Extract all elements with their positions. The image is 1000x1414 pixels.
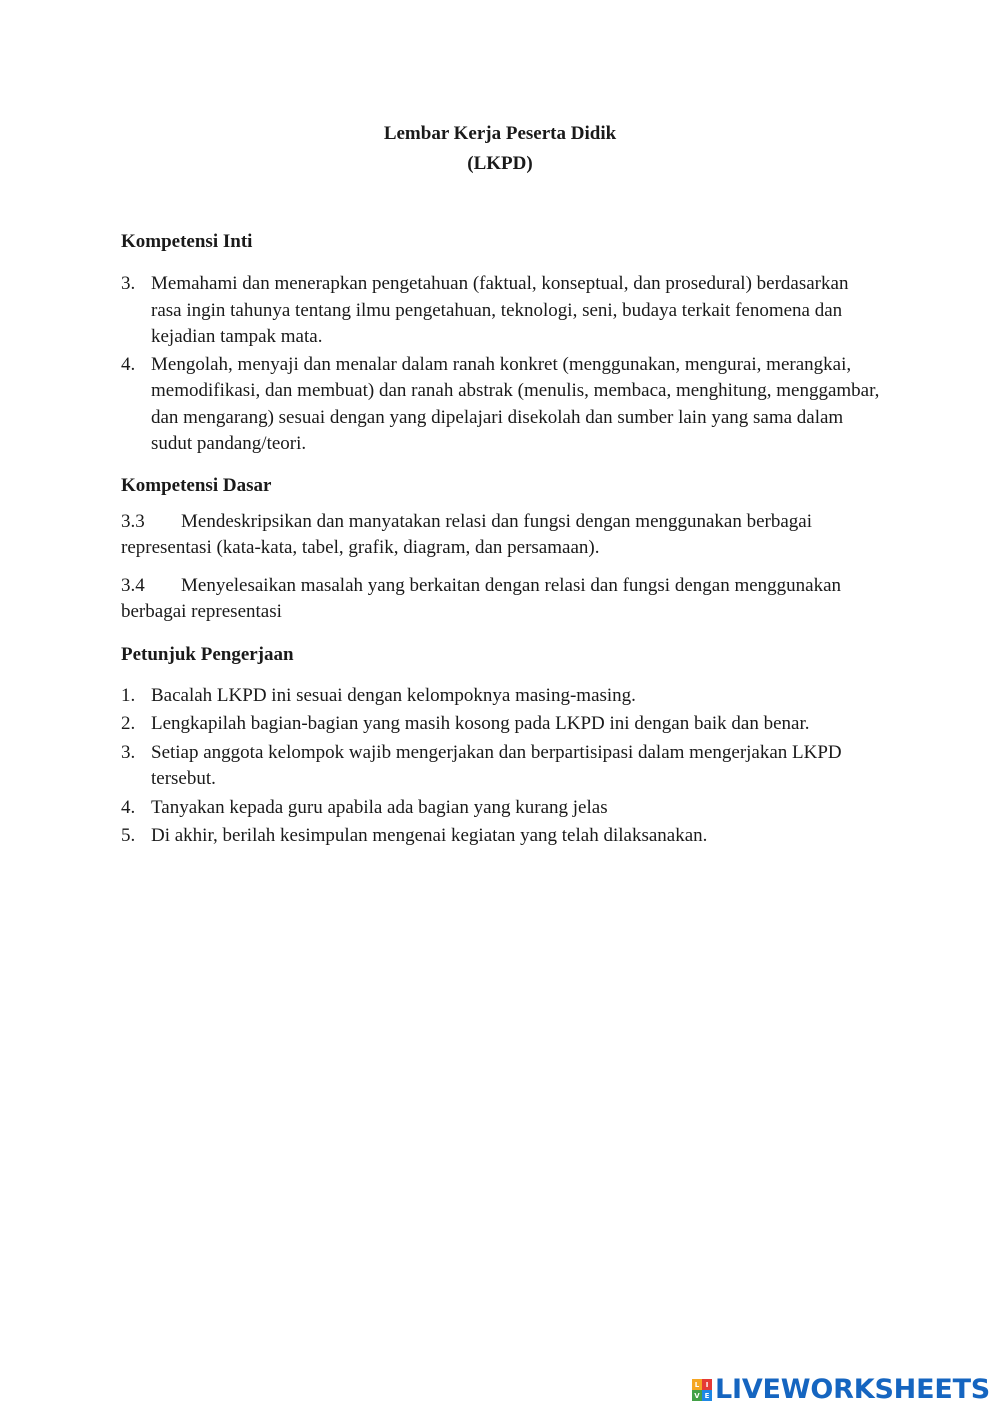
list-item (121, 683, 881, 710)
document-title: Lembar Kerja Peserta Didik (383, 123, 617, 144)
list-item (121, 795, 881, 822)
document-body (121, 229, 881, 850)
liveworksheets-watermark[interactable] (692, 1374, 990, 1406)
kompetensi-inti-heading: Kompetensi Inti (121, 231, 253, 252)
logo-cell: E (702, 1390, 712, 1401)
petunjuk-heading: Petunjuk Pengerjaan (121, 643, 294, 665)
kompetensi-dasar-heading: Kompetensi Dasar (121, 474, 272, 496)
list-item-number: 3. (121, 273, 136, 294)
list-item-number: 4. (121, 353, 136, 375)
list-item-text: Tanyakan kepada guru apabila ada bagian yang kurang jelas (151, 796, 608, 818)
list-item-number: 4. (121, 796, 136, 818)
list-item (121, 740, 881, 793)
liveworksheets-logo-icon (692, 1379, 712, 1401)
logo-cell: V (692, 1390, 702, 1401)
list-item-text: Di akhir, berilah kesimpulan mengenai kegiatan yang telah dilaksanakan. (151, 825, 708, 846)
list-item-number: 1. (121, 684, 136, 706)
kompetensi-dasar-code: 3.4 (121, 574, 145, 596)
kompetensi-dasar-item (121, 509, 881, 562)
logo-cell: I (702, 1379, 712, 1390)
list-item-number: 3. (121, 741, 136, 763)
petunjuk-list (121, 683, 881, 850)
kompetensi-dasar-text: Mendeskripsikan dan manyatakan relasi dan fungsi dengan menggunakan berbagai representasi (kata-kata, tabel, grafik, diagram, dan persamaan). (121, 510, 813, 558)
list-item-text: Setiap anggota kelompok wajib mengerjakan dan berpartisipasi dalam mengerjakan LKPD tersebut. (151, 741, 842, 789)
kompetensi-dasar-text: Menyelesaikan masalah yang berkaitan dengan relasi dan fungsi dengan menggunakan berbagai representasi (121, 574, 842, 622)
kompetensi-inti-list (121, 271, 881, 458)
list-item (121, 352, 881, 458)
list-item-text: Memahami dan menerapkan pengetahuan (faktual, konseptual, dan prosedural) berdasarkan rasa ingin tahunya tentang ilmu pengetahuan, teknologi, seni, budaya terkait fenomena dan kejadian tampak mata. (151, 273, 849, 347)
list-item-number: 5. (121, 825, 136, 846)
liveworksheets-wordmark: LIVEWORKSHEETS (715, 1374, 991, 1405)
list-item-text: Bacalah LKPD ini sesuai dengan kelompoknya masing-masing. (151, 684, 636, 706)
list-item-number: 2. (121, 713, 136, 734)
kompetensi-dasar-item (121, 573, 881, 626)
list-item (121, 271, 881, 351)
list-item-text: Mengolah, menyaji dan menalar dalam ranah konkret (menggunakan, mengurai, merangkai, memodifikasi, dan membuat) dan ranah abstrak (menulis, membaca, menghitung, menggambar, dan mengarang) sesuai dengan yang dipelajari disekolah dan sumber lain yang sama dalam sudut pandang/teori. (151, 353, 880, 454)
list-item (121, 823, 881, 850)
kompetensi-dasar-code: 3.3 (121, 510, 145, 532)
logo-cell: L (692, 1379, 702, 1390)
list-item-text: Lengkapilah bagian-bagian yang masih kosong pada LKPD ini dengan baik dan benar. (151, 713, 810, 734)
list-item (121, 711, 881, 738)
document-subtitle: (LKPD) (467, 153, 533, 174)
